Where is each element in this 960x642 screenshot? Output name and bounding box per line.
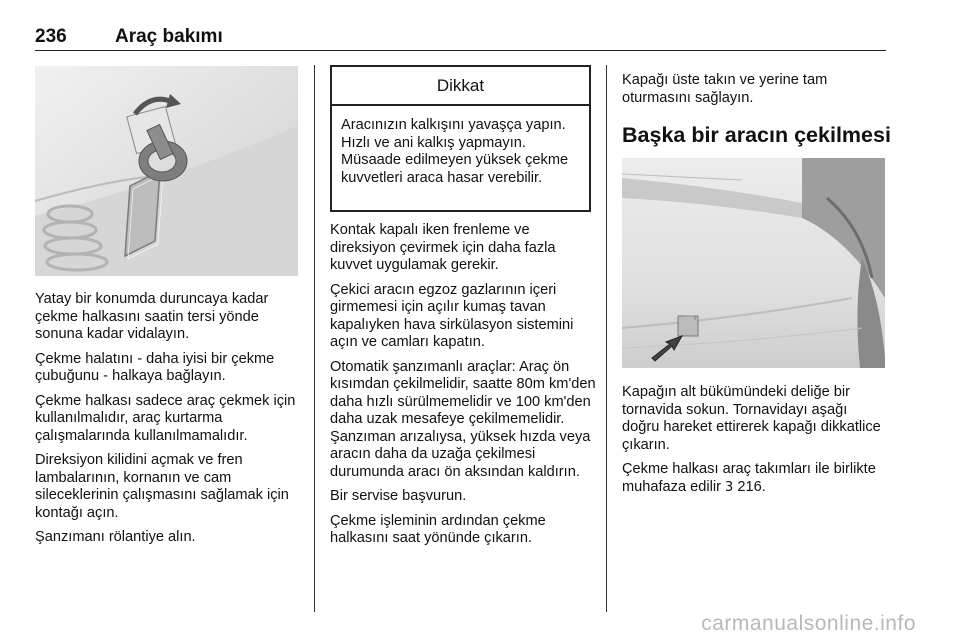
column-divider (314, 65, 315, 612)
rear-bumper-illustration (622, 158, 885, 368)
towing-eye-illustration (35, 66, 298, 276)
paragraph-reference (622, 461, 882, 496)
paragraph: Kapağı üste takın ve yerine tam oturmasını sağlayın. (622, 72, 828, 106)
warning-text: Aracınızın kalkışını yavaşça yapın. Hızlı ve ani kalkış yapmayın. Müsaade edilmeyen yüksek çekme kuvvetleri araca hasar verebilir. (341, 117, 569, 186)
paragraph: Kontak kapalı iken frenleme ve direksiyon çevirmek için daha fazla kuvvet uygulamak gerekir. (330, 222, 556, 273)
column-left (35, 291, 303, 554)
page-header (35, 22, 886, 51)
paragraph: Şanzımanı rölantiye alın. (35, 529, 196, 545)
page-title: Araç bakımı (115, 26, 223, 47)
paragraph: Çekme halkası sadece araç çekmek için kullanılmalıdır, araç kurtarma çalışmalarında kullanılmamalıdır. (35, 392, 296, 444)
warning-title: Dikkat (332, 67, 589, 106)
column-divider (606, 65, 607, 612)
section-heading: Başka bir aracın çekilmesi (622, 123, 891, 147)
column-middle (330, 222, 596, 555)
page-number: 236 (35, 26, 67, 47)
column-right (622, 384, 882, 503)
paragraph: Çekme halatını - daha iyisi bir çekme çubuğunu - halkaya bağlayın. (35, 350, 275, 384)
column-right-intro (622, 72, 878, 114)
watermark: carmanualsonline.info (701, 612, 916, 635)
paragraph: Otomatik şanzımanlı araçlar: Araç ön kısımdan çekilmelidir, saatte 80m km'den daha hızlı sürülmemelidir ve 100 km'den daha uzak mesafeye çekilmemelidir. Şanzıman arızalıysa, yüksek hızda veya aracın daha da uzağa çekilmesi durumunda aracı ön aksından kaldırın. (330, 358, 596, 480)
reference-page[interactable]: 216. (737, 478, 766, 495)
reference-text: Çekme halkası araç takımları ile birlikte muhafaza edilir (622, 461, 876, 495)
paragraph: Direksiyon kilidini açmak ve fren lambalarının, kornanın ve cam sileceklerinin çalışmasını sağlamak için kontağı açın. (35, 452, 289, 521)
paragraph: Yatay bir konumda duruncaya kadar çekme halkasını saatin tersi yönde sonuna kadar vidalayın. (35, 291, 269, 342)
paragraph: Çekme işleminin ardından çekme halkasını saat yönünde çıkarın. (330, 512, 546, 546)
paragraph: Kapağın alt bükümündeki deliğe bir tornavida sokun. Tornavidayı aşağı doğru hareket ettirerek kapağı dikkatlice çıkarın. (622, 384, 881, 453)
paragraph: Bir servise başvurun. (330, 488, 467, 504)
paragraph: Çekici aracın egzoz gazlarının içeri girmemesi için açılır kumaş tavan kapalıyken hava sirkülasyon sistemini açın ve camları kapatın. (330, 281, 574, 350)
page-reference-icon: 3 (725, 479, 734, 495)
warning-box (330, 65, 591, 212)
